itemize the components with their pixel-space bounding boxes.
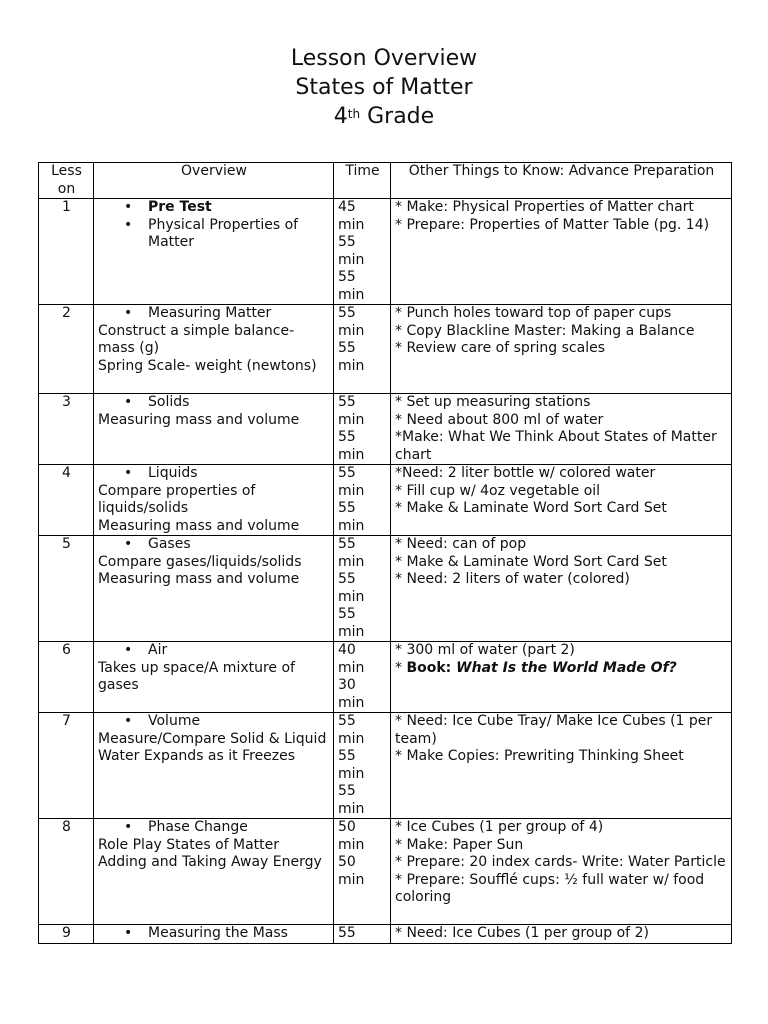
overview-bullet bbox=[98, 305, 330, 323]
notes-cell bbox=[391, 394, 732, 465]
note-line: * Need about 800 ml of water bbox=[395, 411, 604, 428]
overview-cell bbox=[94, 536, 334, 642]
note-line: * Need: Ice Cubes (1 per group of 2) bbox=[395, 925, 649, 941]
table-row bbox=[39, 713, 732, 819]
note-line: * 300 ml of water (part 2) bbox=[395, 642, 575, 658]
title-line-1: Lesson Overview bbox=[290, 46, 478, 71]
book-note-line bbox=[395, 660, 728, 678]
overview-line: Role Play States of Matter bbox=[98, 836, 280, 853]
overview-bullet-text: • Pre Test bbox=[148, 199, 212, 215]
overview-line: Measuring mass and volume bbox=[98, 517, 300, 534]
book-title: What Is the World Made Of? bbox=[456, 659, 677, 676]
note-line: * Make Copies: Prewriting Thinking Sheet bbox=[395, 748, 684, 764]
lesson-number: 5 bbox=[39, 536, 94, 642]
overview-bullet bbox=[98, 199, 330, 217]
overview-cell bbox=[94, 199, 334, 305]
overview-line: Takes up space/A mixture of gases bbox=[98, 659, 295, 693]
overview-bullet bbox=[98, 394, 330, 412]
note-line: * Prepare: Properties of Matter Table (pg. 14) bbox=[395, 216, 710, 233]
table-header-row bbox=[39, 163, 732, 199]
overview-bullet-text: • Gases bbox=[148, 536, 191, 552]
overview-bullet bbox=[98, 465, 330, 483]
table-row bbox=[39, 925, 732, 944]
note-line: * Make & Laminate Word Sort Card Set bbox=[395, 553, 667, 570]
lesson-number: 8 bbox=[39, 819, 94, 925]
overview-bullet-text: • Volume bbox=[148, 713, 201, 729]
overview-cell bbox=[94, 465, 334, 536]
overview-line: Compare properties of liquids/solids bbox=[98, 482, 256, 516]
lesson-number: 6 bbox=[39, 642, 94, 713]
overview-line: Measuring mass and volume bbox=[98, 571, 300, 587]
overview-bullet bbox=[98, 925, 330, 943]
overview-column-header: Overview bbox=[94, 163, 334, 199]
note-line: * Review care of spring scales bbox=[395, 340, 605, 356]
notes-cell bbox=[391, 536, 732, 642]
time-column-header: Time bbox=[334, 163, 391, 199]
notes-cell bbox=[391, 305, 732, 394]
title-grade-line bbox=[0, 102, 768, 131]
time-cell: 55 min 55 min 55 min bbox=[334, 536, 391, 642]
note-line: * Punch holes toward top of paper cups bbox=[395, 305, 672, 321]
table-row bbox=[39, 819, 732, 925]
overview-bullet bbox=[98, 713, 330, 731]
note-line: * Set up measuring stations bbox=[395, 394, 591, 410]
note-line: *Make: What We Think About States of Matter chart bbox=[395, 429, 717, 463]
time-cell: 55 min 55 min bbox=[334, 305, 391, 394]
overview-cell bbox=[94, 819, 334, 925]
table-row bbox=[39, 642, 732, 713]
time-cell: 55 min 55 min 55 min bbox=[334, 713, 391, 819]
overview-line: Construct a simple balance- mass (g) bbox=[98, 322, 295, 356]
overview-bullet-text: • Phase Change bbox=[148, 819, 248, 835]
overview-cell bbox=[94, 713, 334, 819]
table-row bbox=[39, 394, 732, 465]
table-row bbox=[39, 465, 732, 536]
notes-cell bbox=[391, 642, 732, 713]
overview-line: Spring Scale- weight (newtons) bbox=[98, 357, 317, 374]
grade-word: Grade bbox=[367, 104, 435, 129]
book-prefix: * bbox=[395, 659, 407, 676]
lesson-column-header: Less on bbox=[39, 163, 94, 199]
table-row bbox=[39, 199, 732, 305]
overview-bullet-text: • Air bbox=[148, 642, 168, 658]
note-line: *Need: 2 liter bottle w/ colored water bbox=[395, 465, 656, 481]
overview-cell bbox=[94, 394, 334, 465]
overview-bullet-text: • Physical Properties of Matter bbox=[148, 216, 299, 250]
notes-cell bbox=[391, 713, 732, 819]
overview-line: Measure/Compare Solid & Liquid bbox=[98, 730, 327, 747]
time-cell: 55 bbox=[334, 925, 391, 944]
overview-bullet bbox=[98, 819, 330, 837]
lesson-number: 9 bbox=[39, 925, 94, 944]
lesson-number: 1 bbox=[39, 199, 94, 305]
lesson-number: 7 bbox=[39, 713, 94, 819]
overview-cell bbox=[94, 925, 334, 944]
note-line: * Fill cup w/ 4oz vegetable oil bbox=[395, 482, 601, 499]
grade-number: 4 bbox=[333, 104, 348, 129]
note-line: * Make: Paper Sun bbox=[395, 836, 524, 853]
note-line: * Prepare: 20 index cards- Write: Water Particle bbox=[395, 854, 726, 870]
overview-line: Adding and Taking Away Energy bbox=[98, 854, 322, 870]
time-cell: 50 min 50 min bbox=[334, 819, 391, 925]
title-line-2: States of Matter bbox=[295, 75, 473, 100]
overview-bullet bbox=[98, 536, 330, 554]
note-line: * Need: Ice Cube Tray/ Make Ice Cubes (1 per team) bbox=[395, 713, 713, 747]
document-title bbox=[0, 44, 768, 131]
notes-cell bbox=[391, 199, 732, 305]
note-line: * Need: can of pop bbox=[395, 536, 527, 552]
lesson-number: 2 bbox=[39, 305, 94, 394]
overview-bullet-text: • Measuring the Mass bbox=[148, 925, 288, 941]
note-line: * Make: Physical Properties of Matter chart bbox=[395, 199, 694, 215]
overview-cell bbox=[94, 305, 334, 394]
table-row bbox=[39, 536, 732, 642]
table-row bbox=[39, 305, 732, 394]
lesson-overview-table bbox=[38, 162, 732, 944]
note-line: * Ice Cubes (1 per group of 4) bbox=[395, 819, 604, 835]
overview-bullet bbox=[98, 217, 330, 252]
grade-suffix: th bbox=[347, 107, 361, 121]
overview-bullet-text: • Measuring Matter bbox=[148, 305, 272, 321]
note-line: * Need: 2 liters of water (colored) bbox=[395, 571, 630, 587]
overview-line: Compare gases/liquids/solids bbox=[98, 553, 302, 570]
book-label: Book: bbox=[406, 659, 457, 676]
time-cell: 55 min 55 min bbox=[334, 465, 391, 536]
notes-cell bbox=[391, 465, 732, 536]
time-cell: 45 min 55 min 55 min bbox=[334, 199, 391, 305]
overview-line: Measuring mass and volume bbox=[98, 411, 300, 428]
time-cell: 40 min 30 min bbox=[334, 642, 391, 713]
lesson-number: 4 bbox=[39, 465, 94, 536]
overview-cell bbox=[94, 642, 334, 713]
lesson-number: 3 bbox=[39, 394, 94, 465]
note-line: * Make & Laminate Word Sort Card Set bbox=[395, 500, 667, 516]
overview-bullet-text: • Liquids bbox=[148, 465, 198, 481]
overview-bullet-text: • Solids bbox=[148, 394, 190, 410]
notes-cell bbox=[391, 925, 732, 944]
time-cell: 55 min 55 min bbox=[334, 394, 391, 465]
overview-line: Water Expands as it Freezes bbox=[98, 748, 296, 764]
notes-column-header: Other Things to Know: Advance Preparation bbox=[391, 163, 732, 199]
overview-bullet bbox=[98, 642, 330, 660]
notes-cell bbox=[391, 819, 732, 925]
note-line: * Prepare: Soufflé cups: ½ full water w/ food coloring bbox=[395, 871, 705, 905]
note-line: * Copy Blackline Master: Making a Balance bbox=[395, 322, 695, 339]
